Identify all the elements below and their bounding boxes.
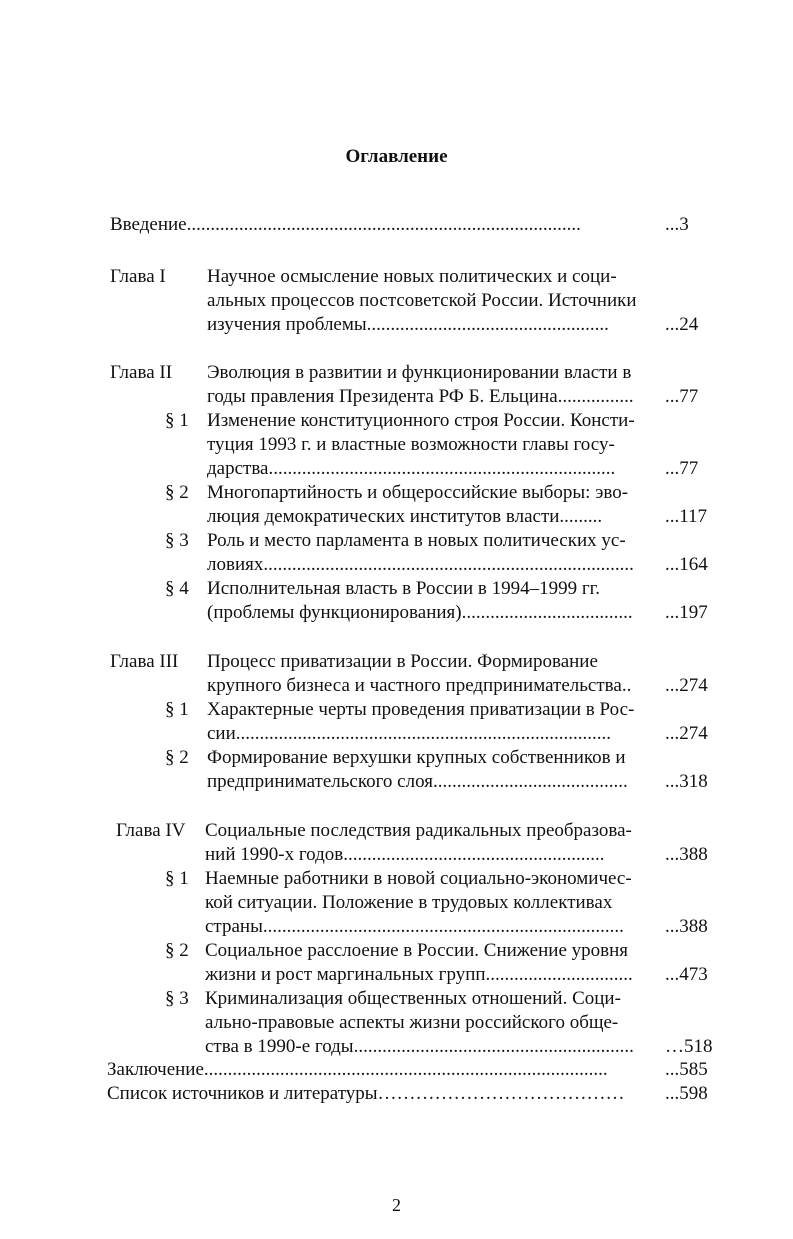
toc-section-label: § 2: [165, 747, 189, 768]
toc-page-number: ...77: [665, 386, 699, 407]
toc-section-label: § 1: [165, 699, 189, 720]
toc-leader-dots: .........................................: [432, 771, 628, 792]
page-number: 2: [392, 1195, 401, 1215]
toc-entry-line: Наемные работники в новой социально-экономичес-: [205, 868, 632, 889]
toc-entry-title: сии: [207, 723, 236, 744]
toc-page-number: ...598: [665, 1083, 708, 1104]
toc-leader-dots: ...............................................................................: [235, 723, 612, 744]
toc-leader-dots: .......................................................: [343, 844, 605, 865]
toc-entry-line[interactable]: [207, 770, 628, 794]
toc-leader-dots: ...................................................: [366, 314, 609, 335]
toc-entry-line: Эволюция в развитии и функционировании власти в: [207, 362, 632, 383]
toc-leader-dots: ............................................................................: [262, 916, 624, 937]
toc-page-number: ...164: [665, 554, 708, 575]
toc-entry-title: (проблемы функционирования): [207, 602, 462, 623]
toc-entry-sources[interactable]: [107, 1082, 625, 1106]
toc-entry-line: Изменение конституционного строя России. Консти-: [207, 410, 635, 431]
toc-entry-title: дарства: [207, 458, 269, 479]
toc-page-number: ...388: [665, 916, 708, 937]
toc-entry-line: кой ситуации. Положение в трудовых коллективах: [205, 892, 613, 913]
toc-section-label: § 2: [165, 482, 189, 503]
toc-entry-title: крупного бизнеса и частного предпринимательства: [207, 675, 622, 696]
toc-leader-dots: ...............................: [485, 964, 633, 985]
toc-entry-title: Введение: [110, 214, 187, 235]
toc-page-number: ...77: [665, 458, 699, 479]
toc-leader-dots: …………………………………: [377, 1083, 625, 1104]
toc-entry-line: Исполнительная власть в России в 1994–1999 гг.: [207, 578, 601, 599]
toc-leader-dots: ....................................: [461, 602, 633, 623]
toc-entry-conclusion[interactable]: [107, 1058, 608, 1082]
toc-leader-dots: ...........................................................: [353, 1036, 634, 1057]
toc-entry-line: Формирование верхушки крупных собственников и: [207, 747, 626, 768]
toc-section-label: § 1: [165, 410, 189, 431]
toc-page-number: ...117: [665, 506, 708, 527]
toc-leader-dots: .....................................................................................: [203, 1059, 608, 1080]
toc-entry-line[interactable]: [207, 674, 631, 698]
toc-entry-line[interactable]: [207, 722, 611, 746]
toc-section-label: § 2: [165, 940, 189, 961]
toc-page-number: ...24: [665, 314, 699, 335]
toc-page-number: ...197: [665, 602, 708, 623]
toc-entry-line[interactable]: [207, 313, 609, 337]
toc-page-number: ...274: [665, 723, 708, 744]
toc-entry-line: Научное осмысление новых политических и соци-: [207, 266, 617, 287]
toc-entry-line: Многопартийность и общероссийские выборы: эво-: [207, 482, 629, 503]
toc-entry-line: Социальные последствия радикальных преобразова-: [205, 820, 632, 841]
toc-entry-line: Социальное расслоение в России. Снижение уровня: [205, 940, 629, 961]
toc-chapter-label: Глава III: [110, 651, 179, 672]
toc-entry-title: годы правления Президента РФ Б. Ельцина: [207, 386, 558, 407]
toc-entry-line: альных процессов постсоветской России. Источники: [207, 290, 637, 311]
toc-page-number: ...473: [665, 964, 708, 985]
toc-entry-title: Заключение: [107, 1059, 204, 1080]
toc-page-number: ...585: [665, 1059, 708, 1080]
toc-entry-title: изучения проблемы: [207, 314, 367, 335]
toc-entry-line[interactable]: [207, 457, 615, 481]
toc-leader-dots: .........: [559, 506, 603, 527]
toc-entry-title: ства в 1990-е годы: [205, 1036, 354, 1057]
toc-entry-title: ний 1990-х годов: [205, 844, 344, 865]
toc-page-number: ...3: [665, 214, 689, 235]
toc-entry-line: Характерные черты проведения приватизации в Рос-: [207, 699, 635, 720]
toc-entry-title: жизни и рост маргинальных групп: [205, 964, 486, 985]
toc-entry-title: страны: [205, 916, 263, 937]
toc-section-label: § 4: [165, 578, 189, 599]
toc-entry-line: туция 1993 г. и властные возможности главы госу-: [207, 434, 615, 455]
toc-page-number: ...388: [665, 844, 708, 865]
toc-entry-line[interactable]: [205, 915, 624, 939]
toc-entry-line: Криминализация общественных отношений. Соци-: [205, 988, 621, 1009]
toc-entry-line[interactable]: [205, 843, 605, 867]
toc-entry-line: ально-правовые аспекты жизни российского обще-: [205, 1012, 619, 1033]
toc-entry-line[interactable]: [207, 601, 633, 625]
toc-leader-dots: ...................................................................................: [186, 214, 581, 235]
toc-entry-title: ловиях: [207, 554, 264, 575]
toc-entry-line: Роль и место парламента в новых политических ус-: [207, 530, 626, 551]
toc-section-label: § 1: [165, 868, 189, 889]
toc-leader-dots: ..: [621, 675, 632, 696]
toc-entry-line[interactable]: [207, 385, 634, 409]
toc-entry-title: Список источников и литературы: [107, 1083, 378, 1104]
toc-entry-line[interactable]: [207, 505, 602, 529]
toc-page-number: …518: [665, 1036, 713, 1057]
toc-chapter-label: Глава I: [110, 266, 166, 287]
toc-page-number: ...318: [665, 771, 708, 792]
toc-leader-dots: ................: [557, 386, 634, 407]
toc-leader-dots: .........................................................................: [268, 458, 616, 479]
toc-section-label: § 3: [165, 530, 189, 551]
toc-entry-line[interactable]: [205, 1035, 634, 1059]
toc-entry-intro[interactable]: [110, 213, 581, 237]
page-title: Оглавление: [345, 146, 448, 167]
toc-entry-line[interactable]: [207, 553, 634, 577]
toc-page-number: ...274: [665, 675, 708, 696]
toc-entry-title: предпринимательского слоя: [207, 771, 433, 792]
toc-entry-line[interactable]: [205, 963, 633, 987]
toc-leader-dots: ..............................................................................: [263, 554, 634, 575]
toc-section-label: § 3: [165, 988, 189, 1009]
toc-chapter-label: Глава IV: [116, 820, 186, 841]
toc-entry-line: Процесс приватизации в России. Формирование: [207, 651, 598, 672]
toc-chapter-label: Глава II: [110, 362, 173, 383]
toc-entry-title: люция демократических институтов власти: [207, 506, 560, 527]
